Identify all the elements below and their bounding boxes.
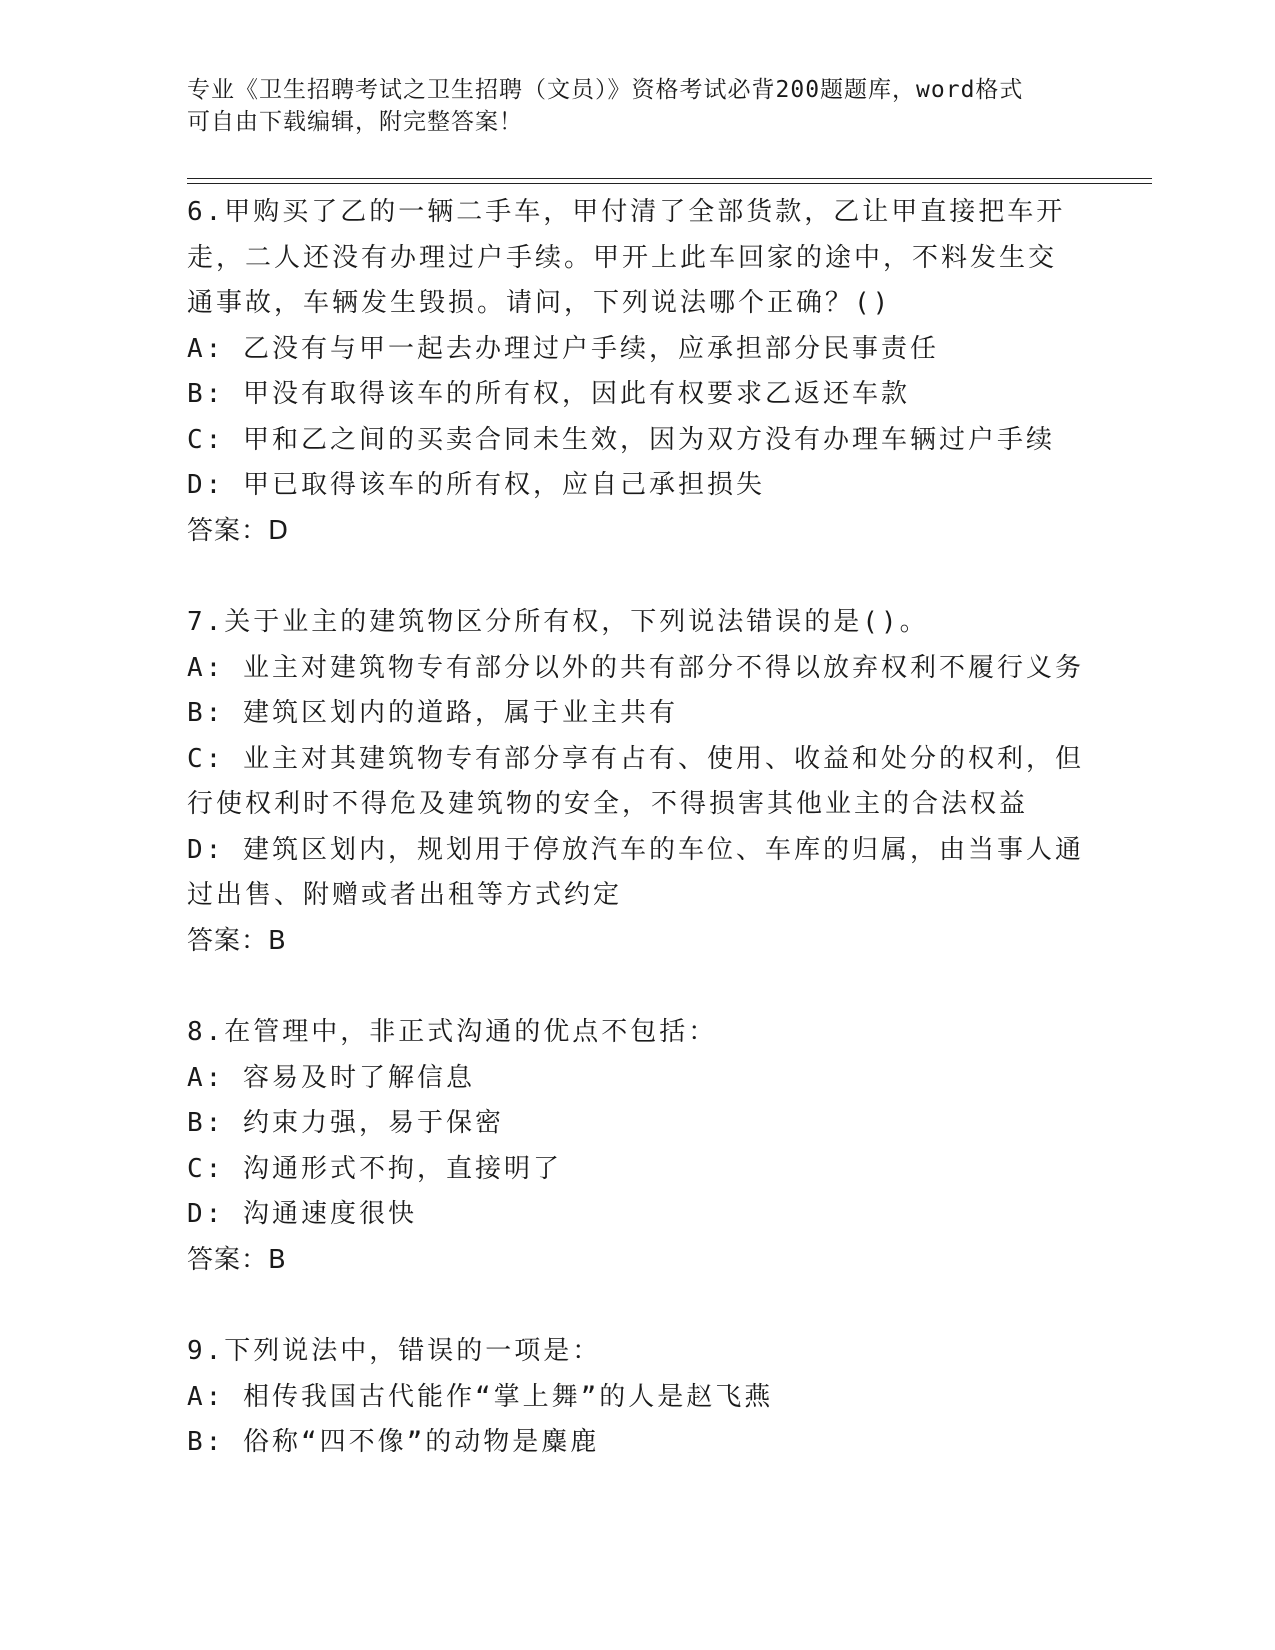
option-c: C: 沟通形式不拘，直接明了 bbox=[187, 1153, 562, 1184]
option-b: B: 甲没有取得该车的所有权，因此有权要求乙返还车款 bbox=[187, 379, 910, 409]
option-d-continued: 过出售、附赠或者出租等方式约定 bbox=[187, 880, 623, 910]
option-d: D: 甲已取得该车的所有权，应自己承担损失 bbox=[187, 470, 765, 500]
question-stem: 7.关于业主的建筑物区分所有权，下列说法错误的是()。 bbox=[187, 607, 929, 637]
header-line: 可自由下载编辑，附完整答案！ bbox=[187, 109, 523, 135]
option-a: A: 相传我国古代能作“掌上舞”的人是赵飞燕 bbox=[187, 1381, 774, 1412]
question-stem: 9.下列说法中，错误的一项是： bbox=[187, 1336, 602, 1366]
header-line: 专业《卫生招聘考试之卫生招聘（文员）》资格考试必背200题题库，word格式 bbox=[187, 77, 1024, 103]
option-b: B: 约束力强，易于保密 bbox=[187, 1108, 504, 1138]
question-9 bbox=[187, 1329, 1087, 1466]
question-stem: 8.在管理中，非正式沟通的优点不包括： bbox=[187, 1017, 718, 1047]
question-stem: 通事故，车辆发生毁损。请问，下列说法哪个正确？() bbox=[187, 288, 892, 318]
header-divider bbox=[187, 183, 1152, 184]
question-7 bbox=[187, 600, 1087, 964]
answer: 答案：B bbox=[187, 1244, 287, 1275]
option-b: B: 建筑区划内的道路，属于业主共有 bbox=[187, 698, 678, 728]
question-6 bbox=[187, 190, 1087, 554]
option-a: A: 乙没有与甲一起去办理过户手续，应承担部分民事责任 bbox=[187, 333, 939, 364]
question-stem: 6.甲购买了乙的一辆二手车，甲付清了全部货款，乙让甲直接把车开 bbox=[187, 197, 1066, 227]
option-c-continued: 行使权利时不得危及建筑物的安全，不得损害其他业主的合法权益 bbox=[187, 789, 1029, 819]
option-d: D: 建筑区划内，规划用于停放汽车的车位、车库的归属，由当事人通 bbox=[187, 834, 1084, 865]
answer: 答案：B bbox=[187, 925, 287, 956]
option-a: A: 业主对建筑物专有部分以外的共有部分不得以放弃权利不履行义务 bbox=[187, 652, 1084, 683]
question-stem: 走，二人还没有办理过户手续。甲开上此车回家的途中，不料发生交 bbox=[187, 242, 1058, 273]
question-list bbox=[187, 190, 1087, 1466]
question-8 bbox=[187, 1010, 1087, 1283]
document-header bbox=[187, 74, 1087, 138]
header-divider bbox=[187, 178, 1152, 179]
option-c: C: 甲和乙之间的买卖合同未生效，因为双方没有办理车辆过户手续 bbox=[187, 424, 1055, 455]
option-a: A: 容易及时了解信息 bbox=[187, 1062, 475, 1093]
option-c: C: 业主对其建筑物专有部分享有占有、使用、收益和处分的权利，但 bbox=[187, 743, 1084, 774]
option-b: B: 俗称“四不像”的动物是麋鹿 bbox=[187, 1427, 600, 1457]
option-d: D: 沟通速度很快 bbox=[187, 1199, 417, 1229]
answer: 答案：D bbox=[187, 515, 290, 546]
